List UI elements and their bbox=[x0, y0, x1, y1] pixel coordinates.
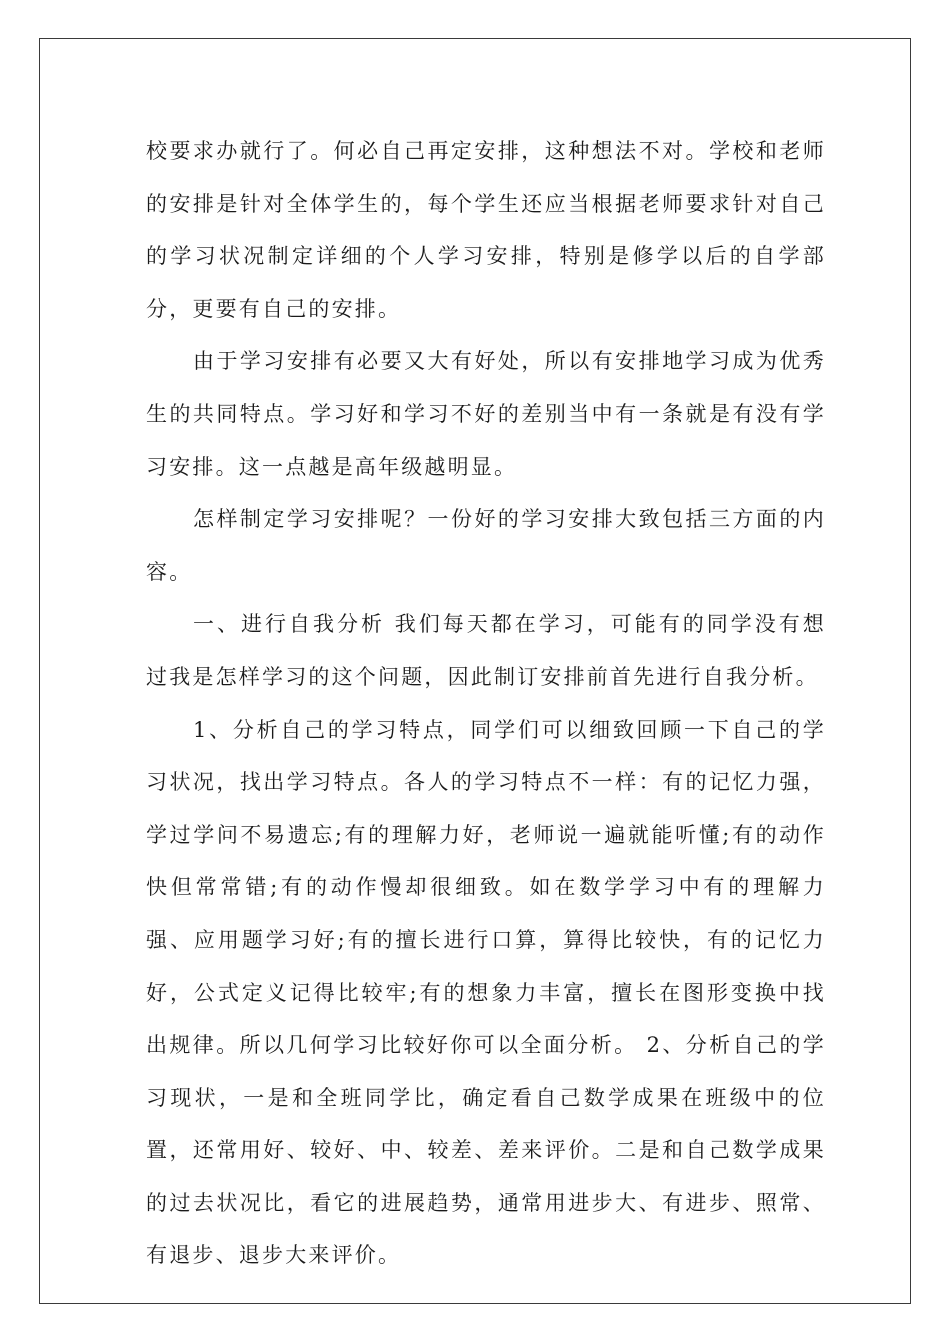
paragraph-3: 怎样制定学习安排呢？一份好的学习安排大致包括三方面的内容。 bbox=[146, 507, 826, 584]
paragraph-2: 由于学习安排有必要又大有好处，所以有安排地学习成为优秀生的共同特点。学习好和学习不好的差别当中有一条就是有没有学习安排。这一点越是高年级越明显。 bbox=[146, 349, 826, 479]
document-body bbox=[146, 125, 826, 1282]
paragraph-1: 校要求办就行了。何必自己再定安排，这种想法不对。学校和老师的安排是针对全体学生的，每个学生还应当根据老师要求针对自己的学习状况制定详细的个人学习安排，特别是修学以后的自学部分，更要有自己的安排。 bbox=[146, 139, 826, 321]
paragraph-4: 一、进行自我分析 我们每天都在学习，可能有的同学没有想过我是怎样学习的这个问题，因此制订安排前首先进行自我分析。 bbox=[146, 612, 826, 689]
paragraph-5: 1、分析自己的学习特点，同学们可以细致回顾一下自己的学习状况，找出学习特点。各人的学习特点不一样：有的记忆力强，学过学问不易遗忘;有的理解力好，老师说一遍就能听懂;有的动作快但常常错;有的动作慢却很细致。如在数学学习中有的理解力强、应用题学习好;有的擅长进行口算，算得比较快，有的记忆力好，公式定义记得比较牢;有的想象力丰富，擅长在图形变换中找出规律。所以几何学习比较好你可以全面分析。 2、分析自己的学习现状，一是和全班同学比，确定看自己数学成果在班级中的位置，还常用好、较好、中、较差、差来评价。二是和自己数学成果的过去状况比，看它的进展趋势，通常用进步大、有进步、照常、有退步、退步大来评价。 bbox=[146, 717, 826, 1268]
